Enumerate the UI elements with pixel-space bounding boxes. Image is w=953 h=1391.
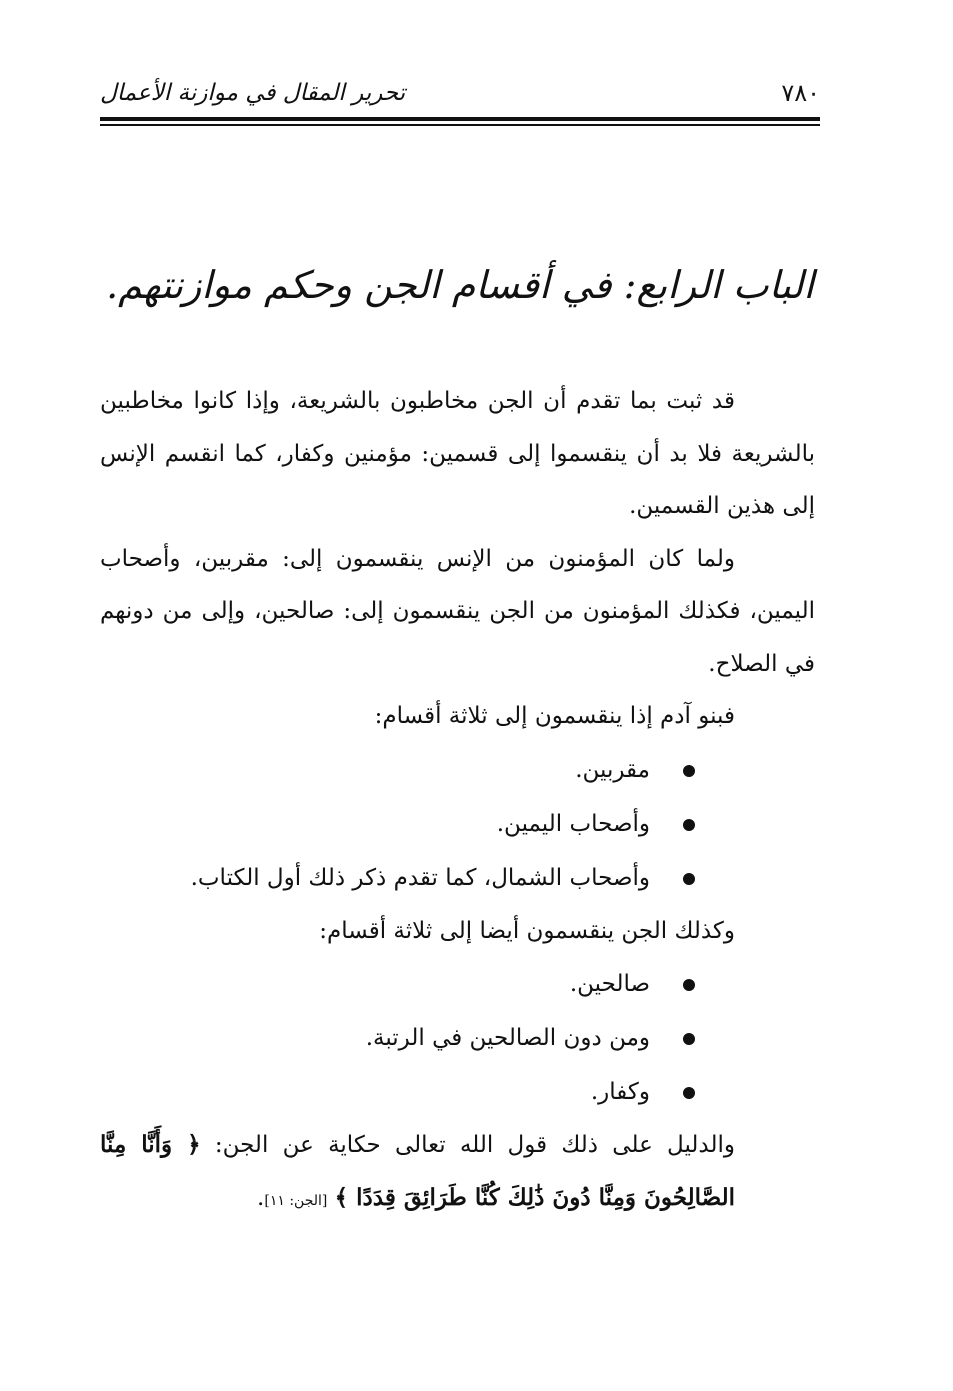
list-item-text: وأصحاب الشمال، كما تقدم ذكر ذلك أول الكتاب. xyxy=(190,864,650,891)
list-item-text: وأصحاب اليمين. xyxy=(496,810,650,837)
body-text xyxy=(100,375,815,1227)
quran-verse: ﴿ وَأَنَّا مِنَّا الصَّالِحُونَ وَمِنَّا دُونَ ذَٰلِكَ كُنَّا طَرَائِقَ قِدَدًا ﴾ xyxy=(100,1131,735,1211)
bullet-icon xyxy=(683,1087,695,1099)
page-number: ٧٨٠ xyxy=(781,79,820,107)
book-title: تحرير المقال في موازنة الأعمال xyxy=(100,80,406,106)
list-item xyxy=(100,743,815,797)
evidence-paragraph xyxy=(100,1119,815,1227)
header-rule-thin xyxy=(100,124,820,126)
list-item xyxy=(100,797,815,851)
bullet-icon xyxy=(683,819,695,831)
chapter-title: الباب الرابع: في أقسام الجن وحكم موازنتهم. xyxy=(106,263,814,307)
list-item-text: مقربين. xyxy=(575,756,650,783)
paragraph: قد ثبت بما تقدم أن الجن مخاطبون بالشريعة، وإذا كانوا مخاطبين بالشريعة فلا بد أن ينقسموا إلى قسمين: مؤمنين وكفار، كما انقسم الإنس إلى هذين القسمين. xyxy=(100,388,815,519)
bullet-icon xyxy=(683,979,695,991)
paragraph: فبنو آدم إذا ينقسمون إلى ثلاثة أقسام: xyxy=(374,703,735,729)
sentence-end: . xyxy=(257,1184,265,1211)
paragraph: ولما كان المؤمنون من الإنس ينقسمون إلى: مقربين، وأصحاب اليمين، فكذلك المؤمنون من الجن ينقسمون إلى: صالحين، وإلى من دونهم في الصلاح. xyxy=(100,545,815,677)
list-item-text: وكفار. xyxy=(590,1079,650,1105)
header-rule-thick xyxy=(100,117,820,121)
bullet-icon xyxy=(683,1033,695,1045)
list-item xyxy=(100,851,815,905)
list-item xyxy=(100,1011,815,1065)
bullet-icon xyxy=(683,765,695,777)
paragraph: وكذلك الجن ينقسمون أيضا إلى ثلاثة أقسام: xyxy=(319,917,735,944)
list-item-text: صالحين. xyxy=(569,971,650,997)
evidence-intro: والدليل على ذلك قول الله تعالى حكاية عن الجن: xyxy=(214,1132,735,1158)
list-item xyxy=(100,1065,815,1119)
running-header xyxy=(100,78,820,114)
jinn-list xyxy=(100,957,815,1119)
list-item-text: ومن دون الصالحين في الرتبة. xyxy=(365,1025,650,1051)
bullet-icon xyxy=(683,873,695,885)
surah-reference: [الجن: ١١] xyxy=(264,1192,328,1209)
humans-list xyxy=(100,743,815,905)
list-item xyxy=(100,957,815,1011)
